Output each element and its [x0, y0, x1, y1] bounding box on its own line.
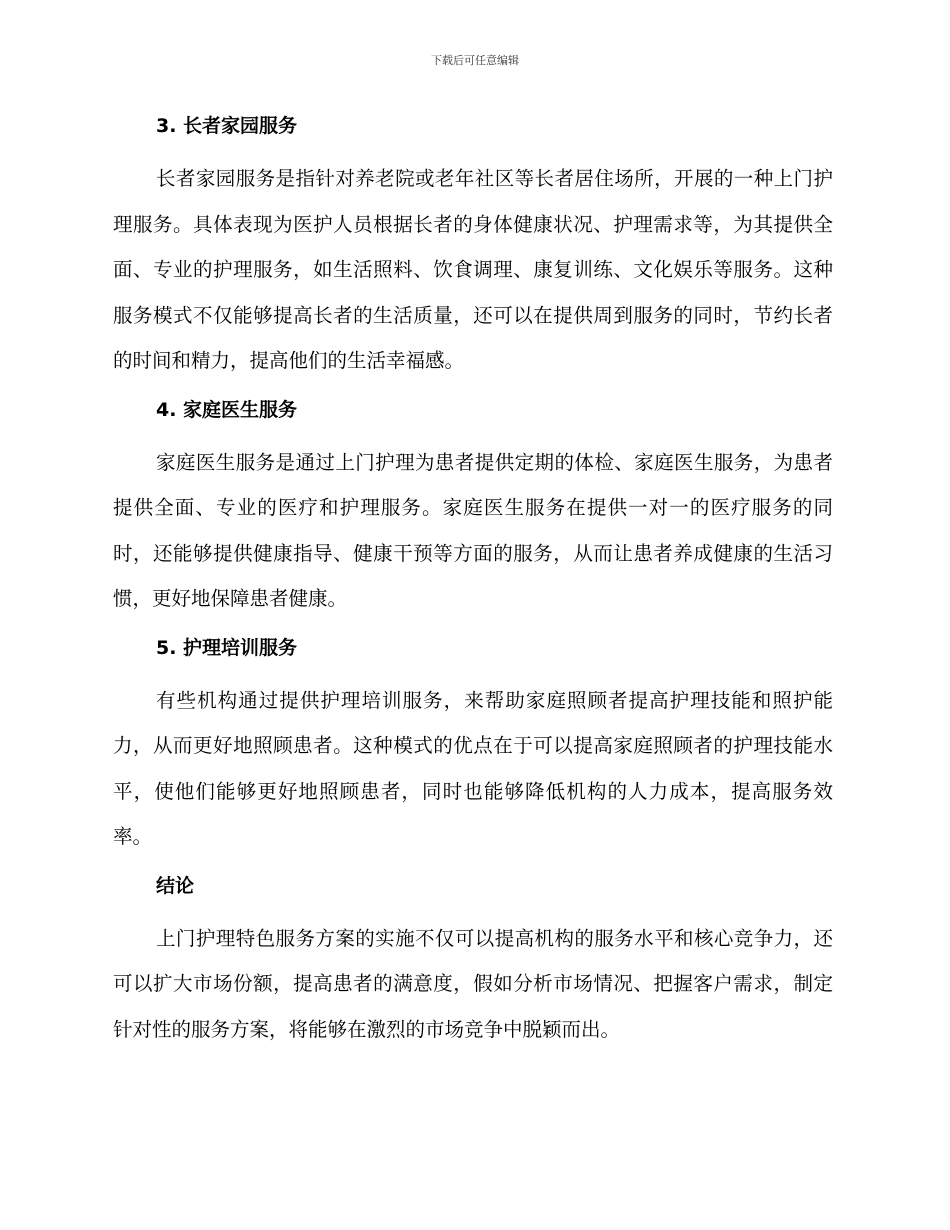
section-paragraph: 家庭医生服务是通过上门护理为患者提供定期的体检、家庭医生服务，为患者提供全面、专业的医疗和护理服务。家庭医生服务在提供一对一的医疗服务的同时，还能够提供健康指导、健康干预等方面的服务，从而让患者养成健康的生活习惯，更好地保障患者健康。 [113, 450, 833, 610]
section-paragraph: 有些机构通过提供护理培训服务，来帮助家庭照顾者提高护理技能和照护能力，从而更好地照顾患者。这种模式的优点在于可以提高家庭照顾者的护理技能水平，使他们能够更好地照顾患者，同时也能够降低机构的人力成本，提高服务效率。 [113, 688, 833, 848]
section-heading: 3. 长者家园服务 [156, 115, 298, 137]
section-family-doctor-service [113, 394, 833, 632]
document-body [113, 110, 833, 1052]
section-conclusion [113, 870, 833, 1053]
section-heading: 4. 家庭医生服务 [156, 398, 298, 421]
section-care-training-service [113, 632, 833, 870]
section-paragraph: 长者家园服务是指针对养老院或老年社区等长者居住场所，开展的一种上门护理服务。具体表现为医护人员根据长者的身体健康状况、护理需求等，为其提供全面、专业的护理服务，如生活照料、饮食调理、康复训练、文化娱乐等服务。这种服务模式不仅能够提高长者的生活质量，还可以在提供周到服务的同时，节约长者的时间和精力，提高他们的生活幸福感。 [113, 167, 833, 372]
section-paragraph: 上门护理特色服务方案的实施不仅可以提高机构的服务水平和核心竞争力，还可以扩大市场份额，提高患者的满意度，假如分析市场情况、把握客户需求，制定针对性的服务方案，将能够在激烈的市场竞争中脱颖而出。 [113, 926, 833, 1041]
section-heading: 结论 [156, 874, 195, 897]
section-elder-home-service [113, 110, 833, 394]
page-header-note: 下载后可任意编辑 [431, 54, 519, 67]
section-heading: 5. 护理培训服务 [156, 636, 298, 659]
